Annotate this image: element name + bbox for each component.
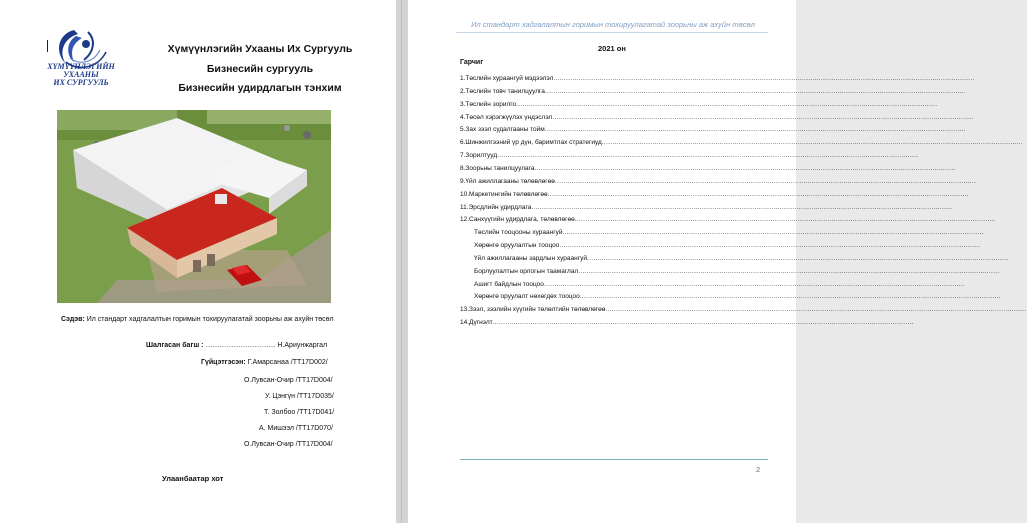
page-number: 2	[756, 465, 761, 474]
warehouse-aerial-image	[57, 110, 331, 303]
toc-item-number: 7.	[460, 152, 466, 160]
toc-item-number: 10.	[460, 190, 470, 198]
toc-leader-dots: ........................................................................................................................................................................................................	[497, 152, 919, 160]
department-name: Бизнесийн удирдлагын тэнхим	[178, 82, 342, 94]
toc-item[interactable]	[460, 87, 967, 97]
author-name: О.Лувсан-Очир /ТТ17D004/	[244, 377, 333, 384]
toc-item-text: Шинжилгээний үр дүн, баримтлах стратегиуд	[465, 139, 602, 147]
toc-leader-dots: ........................................................................................................................................................................................................	[492, 319, 914, 327]
toc-item-number: 1.	[460, 75, 466, 82]
toc-item-number: 14.	[460, 319, 470, 327]
toc-leader-dots: ........................................................................................................................................................................................................	[559, 242, 981, 250]
footer-divider	[460, 459, 768, 460]
toc-item-text: Зээл, зээлийн хүүгийн төлөлтийн төлөвлөгөө	[469, 306, 606, 314]
toc-item-number: 11.	[460, 203, 469, 211]
toc-item-text: Санхүүгийн удирдлага, төлөвлөгөө	[469, 216, 575, 224]
logo-caption-line-2: УХААНЫ	[63, 70, 99, 79]
toc-leader-dots: ........................................................................................................................................................................................................	[579, 293, 1001, 301]
toc-item-number: 6.	[460, 139, 466, 147]
toc-leader-dots: ........................................................................................................................................................................................................	[516, 100, 938, 108]
author-name: Г.Амарсанаа /ТТ17D002/	[247, 359, 328, 366]
toc-leader-dots: ........................................................................................................................................................................................................	[534, 164, 956, 172]
toc-item[interactable]	[460, 100, 938, 110]
toc-item[interactable]	[460, 305, 1027, 315]
header-divider	[456, 32, 768, 33]
toc-item[interactable]	[460, 203, 953, 213]
author-name: У. Цэнгүн /ТТ17D035/	[265, 393, 334, 400]
toc-item[interactable]	[460, 164, 956, 174]
toc-item[interactable]	[460, 151, 919, 161]
contents-page	[408, 0, 1027, 523]
toc-leader-dots: ........................................................................................................................................................................................................	[578, 267, 1000, 275]
toc-leader-dots: ........................................................................................................................................................................................................	[543, 280, 966, 288]
toc-item-text: Ашигт байдлын тооцоо	[474, 280, 544, 288]
performed-by-line	[201, 359, 328, 366]
toc-item-text: Хөрөнгө оруулалт нөхөгдөх тооцоо	[474, 293, 580, 301]
toc-leader-dots: ........................................................................................................................................................................................................	[601, 139, 1023, 147]
author-name: О.Лувсан-Очир /ТТ17D004/	[244, 441, 333, 448]
toc-item[interactable]	[474, 254, 1009, 264]
checked-by-label: Шалгасан багш :	[146, 342, 204, 349]
toc-item[interactable]	[460, 125, 966, 135]
toc-item-number: 9.	[460, 177, 466, 185]
toc-item-number: 5.	[460, 126, 466, 134]
toc-item[interactable]	[460, 113, 974, 123]
toc-leader-dots: ........................................................................................................................................................................................................	[562, 229, 984, 237]
toc-item[interactable]	[474, 228, 984, 238]
toc-leader-dots: ........................................................................................................................................................................................................	[574, 216, 996, 224]
toc-leader-dots: ........................................................................................................................................................................................................	[552, 113, 974, 121]
performed-by-label: Гүйцэтгэсэн:	[201, 359, 246, 366]
toc-item-number: 4.	[460, 113, 466, 121]
logo-caption-line-1: ХҮМҮҮНЛЭГИЙН	[47, 62, 115, 71]
toc-item[interactable]	[460, 190, 969, 200]
toc-item[interactable]	[460, 74, 975, 84]
toc-item-text: Борлуулалтын орлогын таамаглал	[474, 267, 579, 275]
subject-label: Сэдэв:	[61, 316, 85, 323]
toc-item-text: Зорилтууд	[465, 152, 498, 160]
toc-item[interactable]	[460, 138, 1023, 148]
city-name: Улаанбаатар хот	[162, 474, 224, 483]
toc-item-text: Дүгнэлт	[469, 319, 493, 327]
toc-item-number: 8.	[460, 164, 466, 172]
project-subject	[61, 315, 346, 324]
checked-by-dots: …………………………	[205, 342, 276, 349]
toc-item[interactable]	[474, 280, 966, 290]
toc-item-text: Зах зээл судалгааны тойм	[465, 126, 545, 134]
toc-item[interactable]	[474, 267, 1000, 277]
page-gap	[396, 0, 408, 523]
toc-item-text: Төслийн товч танилцуулга	[465, 87, 545, 95]
checked-by-name: Н.Ариунжаргал	[277, 342, 328, 349]
cover-page	[0, 0, 396, 523]
subject-text: Ил стандарт хадгалалтын горимын тохируулагатай зоорьны аж ахуйн төсөл	[86, 316, 334, 323]
toc-leader-dots: ........................................................................................................................................................................................................	[553, 75, 975, 82]
page-header: Ил стандарт хадгалалтын горимын тохируулагатай зоорьны аж ахуйн төсөл	[471, 20, 755, 29]
toc-item-number: 2.	[460, 87, 466, 95]
logo-caption-line-3: ИХ СУРГУУЛЬ	[53, 78, 109, 87]
school-name: Бизнесийн сургууль	[206, 63, 314, 75]
document-year: 2021 он	[598, 44, 626, 53]
toc-leader-dots: ........................................................................................................................................................................................................	[547, 190, 969, 198]
toc-leader-dots: ........................................................................................................................................................................................................	[544, 126, 966, 134]
university-name: Хүмүүнлэгийн Ухааны Их Сургууль	[167, 43, 353, 55]
toc-leader-dots: ........................................................................................................................................................................................................	[605, 306, 1027, 314]
toc-item[interactable]	[474, 292, 1001, 302]
toc-item[interactable]	[460, 215, 996, 225]
toc-item-text: Эрсдлийн удирдлага	[468, 203, 532, 211]
toc-item-text: Хөрөнгө оруулалтын тооцоо	[474, 242, 560, 250]
toc-item-text: Төслийн хураангуй мэдээлэл	[465, 75, 554, 82]
author-name: Т. Золбоо /ТТ17D041/	[264, 409, 335, 416]
toc-item-text: Зоорьны танилцуулага	[465, 164, 535, 172]
toc-item-number: 3.	[460, 100, 466, 108]
toc-item-text: Үйл ажиллагааны зардлын хураангуй	[474, 254, 587, 262]
toc-item-text: Төслийн зорилго	[465, 100, 517, 108]
toc-leader-dots: ........................................................................................................................................................................................................	[544, 87, 967, 95]
toc-item[interactable]	[474, 241, 981, 251]
toc-item-text: Үйл ажиллагааны төлөвлөгөө	[465, 177, 555, 185]
author-name: А. Мишээл /ТТ17D070/	[259, 425, 333, 432]
checked-by-line	[146, 342, 327, 349]
toc-item-number: 12.	[460, 216, 470, 224]
toc-item[interactable]	[460, 318, 914, 328]
toc-item[interactable]	[460, 177, 977, 187]
toc-item-number: 13.	[460, 306, 470, 314]
toc-leader-dots: ........................................................................................................................................................................................................	[554, 177, 977, 185]
toc-item-text: Төслийн тооцооны хураангуй	[474, 229, 563, 237]
toc-item-text: Төсөл хэрэгжүүлэх үндэслэл	[465, 113, 553, 121]
toc-title: Гарчиг	[460, 59, 484, 66]
toc-leader-dots: ........................................................................................................................................................................................................	[531, 203, 953, 211]
toc-item-text: Маркетингийн төлөвлөгөө	[469, 190, 548, 198]
toc-leader-dots: ........................................................................................................................................................................................................	[587, 254, 1009, 262]
